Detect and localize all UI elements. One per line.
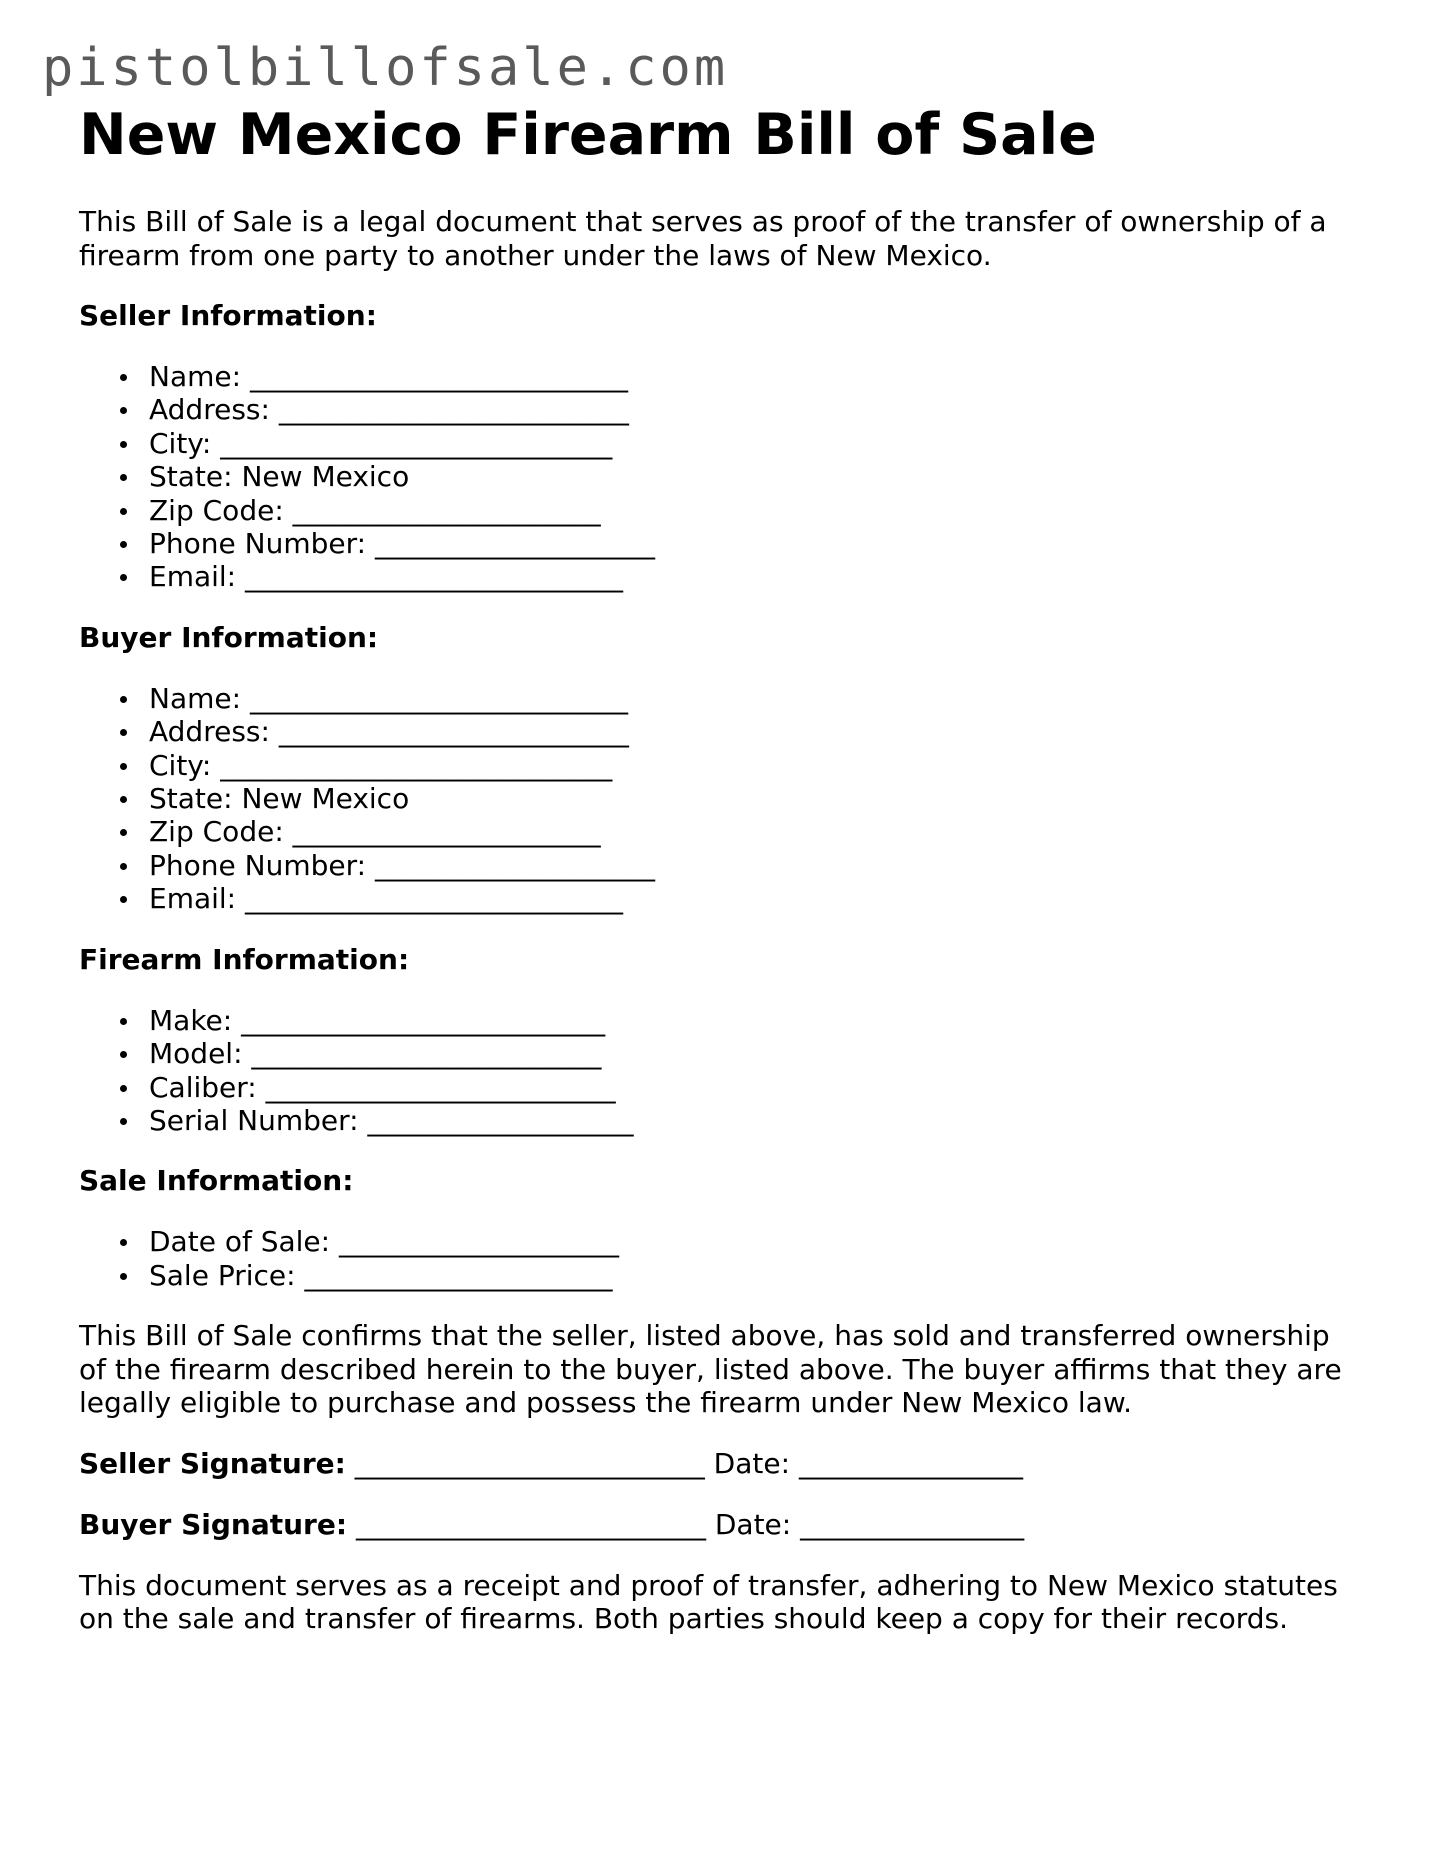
confirmation-paragraph: This Bill of Sale confirms that the seller, listed above, has sold and transferred ownership of the firearm described herein to the buyer, listed above. The buyer affirms that they are legally eligible to purchase and possess the firearm under New Mexico law. bbox=[79, 1319, 1342, 1420]
document-title: New Mexico Firearm Bill of Sale bbox=[79, 102, 1097, 168]
seller-phone-field: Phone Number: ____________________ bbox=[149, 527, 1359, 560]
seller-heading: Seller Information: bbox=[79, 299, 377, 332]
seller-signature-label: Seller Signature: bbox=[79, 1446, 346, 1480]
sale-heading: Sale Information: bbox=[79, 1164, 354, 1198]
blank-line[interactable]: __________________________ bbox=[241, 1003, 606, 1037]
blank-line[interactable]: ___________________________ bbox=[245, 882, 624, 916]
firearm-caliber-field: Caliber: _________________________ bbox=[149, 1071, 1359, 1104]
state-value: New Mexico bbox=[241, 460, 410, 494]
blank-line[interactable]: ___________________________ bbox=[245, 560, 624, 594]
seller-date-line[interactable]: ________________ bbox=[798, 1446, 1023, 1480]
sale-fields-list bbox=[79, 1225, 1359, 1292]
firearm-serial-field: Serial Number: ___________________ bbox=[149, 1104, 1359, 1137]
seller-fields-list bbox=[79, 360, 1359, 594]
seller-name-field: Name: ___________________________ bbox=[149, 360, 1359, 393]
buyer-date-label: Date: bbox=[714, 1507, 792, 1541]
blank-line[interactable]: _________________________ bbox=[265, 1070, 616, 1104]
buyer-signature-line[interactable]: _________________________ bbox=[355, 1507, 706, 1541]
buyer-state-field: State: New Mexico bbox=[149, 782, 1359, 815]
seller-zip-field: Zip Code: ______________________ bbox=[149, 494, 1359, 527]
blank-line[interactable]: _________________________ bbox=[251, 1037, 602, 1071]
seller-signature-row bbox=[79, 1447, 1359, 1481]
blank-line[interactable]: ___________________________ bbox=[249, 681, 628, 715]
closing-paragraph: This document serves as a receipt and proof of transfer, adhering to New Mexico statutes on the sale and transfer of firearms. Both parties should keep a copy for their records. bbox=[79, 1568, 1338, 1636]
seller-state-field: State: New Mexico bbox=[149, 460, 1359, 493]
blank-line[interactable]: ___________________ bbox=[367, 1103, 634, 1137]
blank-line[interactable]: _________________________ bbox=[278, 715, 629, 749]
blank-line[interactable]: ______________________ bbox=[292, 493, 601, 527]
sale-date-field: Date of Sale: ____________________ bbox=[149, 1225, 1359, 1258]
blank-line[interactable]: ______________________ bbox=[304, 1258, 613, 1292]
blank-line[interactable]: ______________________ bbox=[292, 815, 601, 849]
firearm-heading: Firearm Information: bbox=[79, 942, 410, 976]
state-value: New Mexico bbox=[241, 782, 410, 816]
seller-signature-line[interactable]: _________________________ bbox=[354, 1446, 705, 1480]
sale-price-field: Sale Price: ______________________ bbox=[149, 1259, 1359, 1292]
buyer-date-line[interactable]: ________________ bbox=[800, 1507, 1025, 1541]
blank-line[interactable]: ___________________________ bbox=[249, 360, 628, 393]
blank-line[interactable]: ____________________ bbox=[374, 848, 655, 882]
seller-email-field: Email: ___________________________ bbox=[149, 560, 1359, 593]
seller-date-label: Date: bbox=[713, 1446, 791, 1480]
seller-city-field: City: ____________________________ bbox=[149, 427, 1359, 460]
buyer-address-field: Address: _________________________ bbox=[149, 715, 1359, 748]
firearm-fields-list bbox=[79, 1004, 1359, 1138]
buyer-email-field: Email: ___________________________ bbox=[149, 882, 1359, 915]
buyer-heading: Buyer Information: bbox=[79, 620, 379, 654]
intro-paragraph: This Bill of Sale is a legal document that serves as proof of the transfer of ownership of a firearm from one party to another under the laws of New Mexico. bbox=[79, 205, 1327, 272]
seller-address-field: Address: _________________________ bbox=[149, 393, 1359, 426]
blank-line[interactable]: _________________________ bbox=[278, 393, 629, 427]
blank-line[interactable]: ____________________ bbox=[374, 527, 655, 561]
blank-line[interactable]: ____________________________ bbox=[220, 426, 613, 460]
buyer-signature-label: Buyer Signature: bbox=[79, 1507, 348, 1541]
site-watermark: pistolbillofsale.com bbox=[42, 38, 729, 98]
buyer-phone-field: Phone Number: ____________________ bbox=[149, 849, 1359, 882]
blank-line[interactable]: ____________________ bbox=[339, 1225, 619, 1259]
buyer-zip-field: Zip Code: ______________________ bbox=[149, 815, 1359, 848]
buyer-signature-row bbox=[79, 1508, 1359, 1542]
bill-of-sale-document bbox=[79, 95, 1359, 1636]
buyer-fields-list bbox=[79, 682, 1359, 916]
buyer-name-field: Name: ___________________________ bbox=[149, 682, 1359, 715]
blank-line[interactable]: ____________________________ bbox=[220, 748, 613, 782]
firearm-make-field: Make: __________________________ bbox=[149, 1004, 1359, 1037]
firearm-model-field: Model: _________________________ bbox=[149, 1037, 1359, 1070]
buyer-city-field: City: ____________________________ bbox=[149, 749, 1359, 782]
